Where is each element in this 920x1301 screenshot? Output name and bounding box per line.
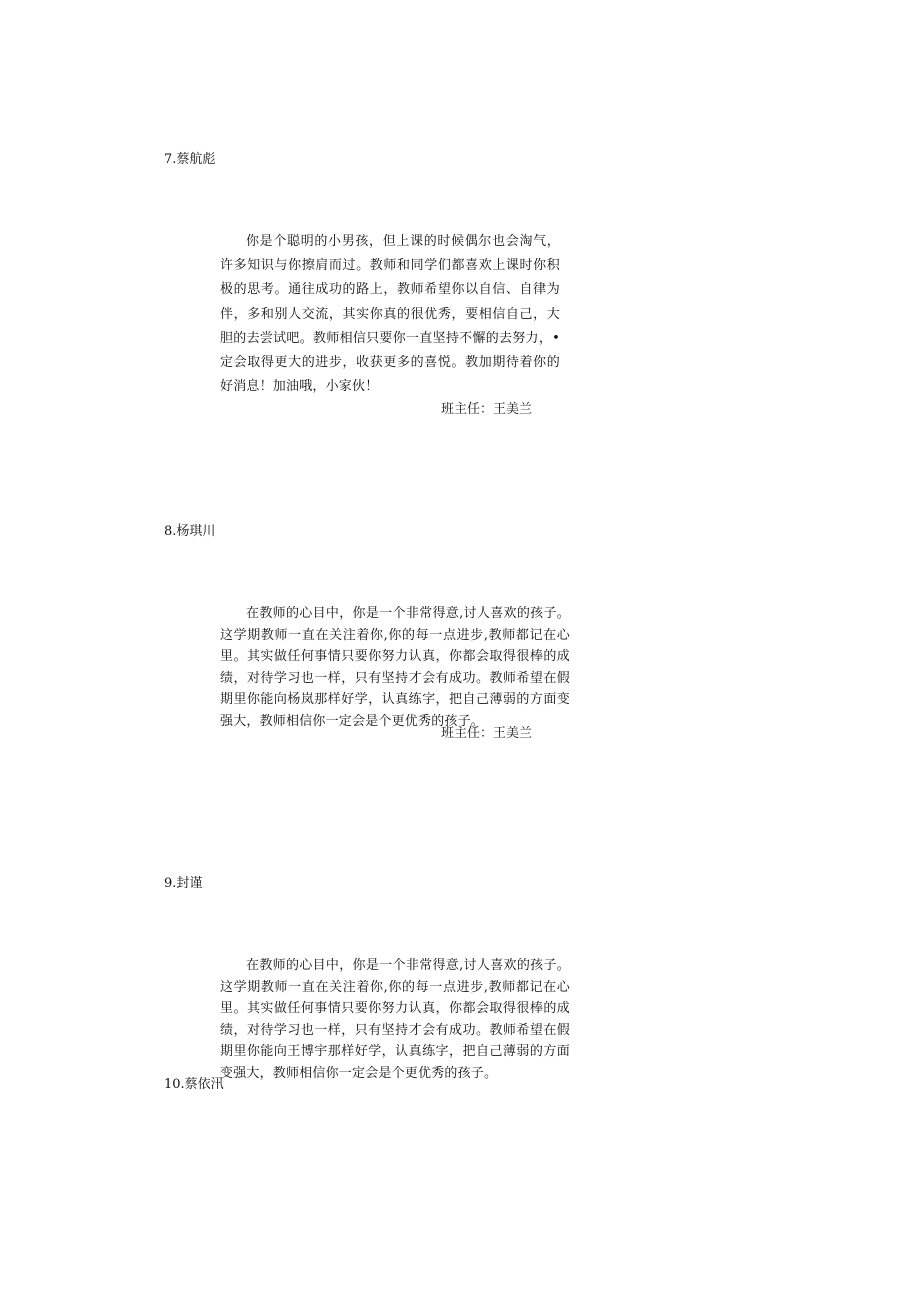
student-heading-8: 8.杨琪川 — [164, 524, 216, 539]
comment-text-8: 在教师的心目中，你是一个非常得意,讨人喜欢的孩子。这学期教师一直在关注着你,你的每一点进步,教师都记在心里。其实做任何事情只要你努力认真，你都会取得很棒的成绩，对待学习也一样，只有坚持才会有成功。教师希望在假期里你能向杨岚那样好学，认真练字，把自己薄弱的方面变强大，教师相信你一定会是个更优秀的孩子。 — [220, 606, 570, 729]
comment-text-7: 你是个聪明的小男孩，但上课的时候偶尔也会淘气，许多知识与你擦肩而过。教师和同学们都喜欢上课时你积极的思考。通往成功的路上，教师希望你以自信、自律为伴，多和别人交流，其实你真的很优秀，要相信自己，大胆的去尝试吧。教师相信只要你一直坚持不懈的去努力，•定会取得更大的进步，收获更多的喜悦。教加期待着你的好消息！加油哦，小家伙！ — [220, 234, 560, 395]
signature-8: 班主任：王美兰 — [441, 726, 533, 741]
comment-block-9 — [220, 955, 570, 1085]
student-heading-9: 9.封谨 — [164, 876, 203, 891]
comment-text-9: 在教师的心目中，你是一个非常得意,讨人喜欢的孩子。这学期教师一直在关注着你,你的每一点进步,教师都记在心里。其实做任何事情只要你努力认真，你都会取得很棒的成绩，对待学习也一样，只有坚持才会有成功。教师希望在假期里你能向王博宇那样好学，认真练字，把自己薄弱的方面变强大，教师相信你一定会是个更优秀的孩子。 — [220, 958, 570, 1081]
signature-7: 班主任：王美兰 — [441, 402, 533, 417]
comment-block-8 — [220, 603, 570, 733]
comment-block-7 — [220, 230, 560, 399]
student-heading-10: 10.蔡依汛 — [164, 1077, 224, 1092]
student-heading-7: 7.蔡航彪 — [164, 152, 216, 167]
